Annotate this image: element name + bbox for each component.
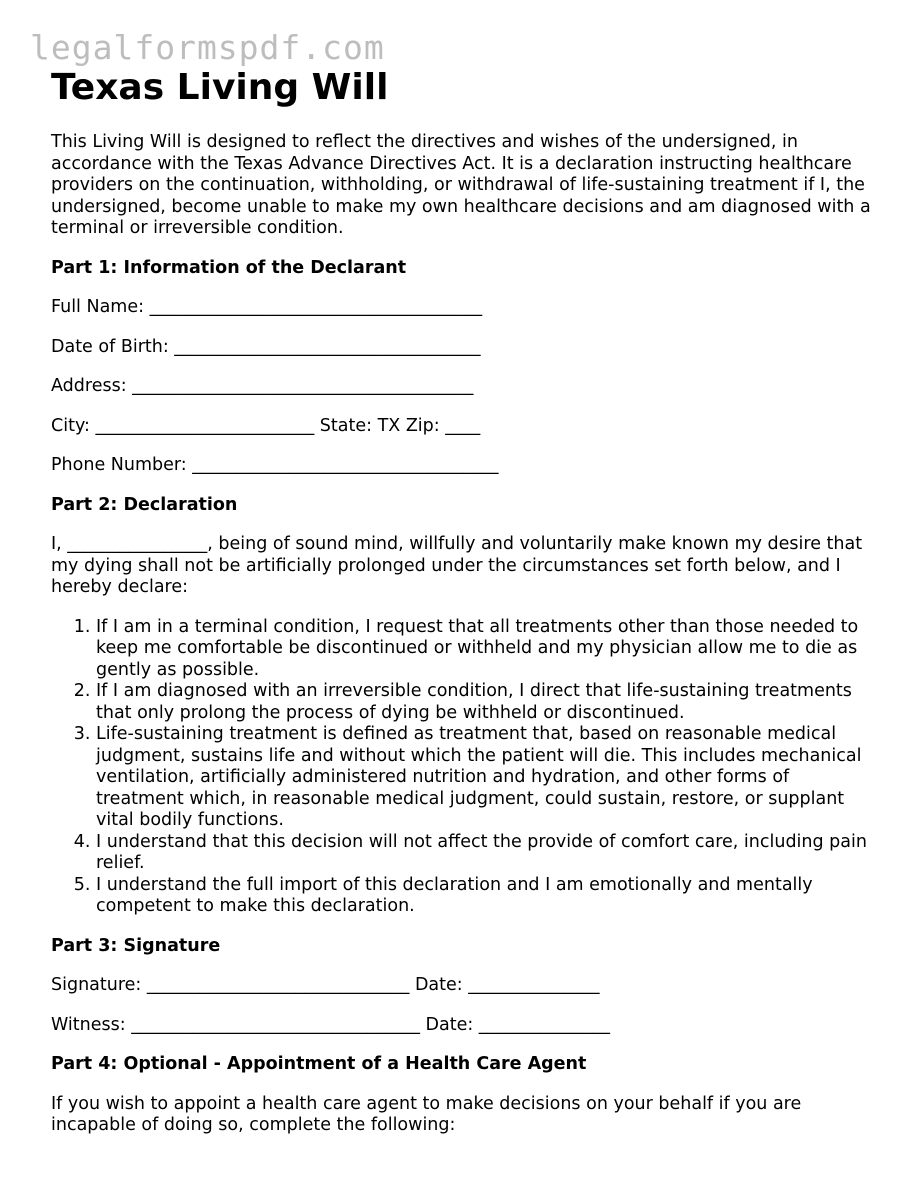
document-body [51,66,881,1137]
part2-heading: Part 2: Declaration [51,494,238,515]
intro-paragraph: This Living Will is designed to reflect the directives and wishes of the undersigned, in accordance with the Texas Advance Directives Act. It is a declaration instructing healthcare providers on the continuation, withholding, or withdrawal of life-sustaining treatment if I, the undersigned, become unable to make my own healthcare decisions and am diagnosed with a terminal or irreversible condition. [51,132,871,238]
city-state-zip-field: City: _________________________ State: TX Zip: ____ [51,415,481,436]
list-item: 5. I understand the full import of this declaration and I am emotionally and mentally competent to make this declaration. [96,875,881,918]
watermark: legalformspdf.com [30,28,385,67]
list-item: 1. If I am in a terminal condition, I request that all treatments other than those needed to keep me comfortable be discontinued or withheld and my physician allow me to die as gently as possible. [96,617,881,682]
part3-heading: Part 3: Signature [51,935,221,956]
list-item: 3. Life-sustaining treatment is defined as treatment that, based on reasonable medical judgment, sustains life and without which the patient will die. This includes mechanical ventilation, artificially administered nutrition and hydration, and other forms of treatment which, in reasonable medical judgment, could sustain, restore, or supplant vital bodily functions. [96,724,881,832]
address-field: Address: _______________________________________ [51,376,474,396]
date-of-birth-field: Date of Birth: ___________________________________ [51,336,481,357]
agent-instructions: If you wish to appoint a health care agent to make decisions on your behalf if you are incapable of doing so, complete the following: [51,1093,802,1135]
page-title: Texas Living Will [51,67,389,108]
full-name-field: Full Name: ______________________________________ [51,297,483,317]
signature-field: Signature: ______________________________ Date: _______________ [51,975,600,995]
part4-heading: Part 4: Optional - Appointment of a Health Care Agent [51,1054,587,1074]
list-item: 4. I understand that this decision will not affect the provide of comfort care, including pain relief. [96,832,881,875]
declaration-opening: I, ________________, being of sound mind, willfully and voluntarily make known my desire that my dying shall not be artificially prolonged under the circumstances set forth below, and I hereby declare: [51,534,863,597]
declaration-list [51,617,881,918]
witness-field: Witness: _________________________________ Date: _______________ [51,1014,611,1035]
phone-number-field: Phone Number: ___________________________________ [51,455,499,475]
part1-heading: Part 1: Information of the Declarant [51,257,407,278]
list-item: 2. If I am diagnosed with an irreversible condition, I direct that life-sustaining treatments that only prolong the process of dying be withheld or discontinued. [96,681,881,724]
